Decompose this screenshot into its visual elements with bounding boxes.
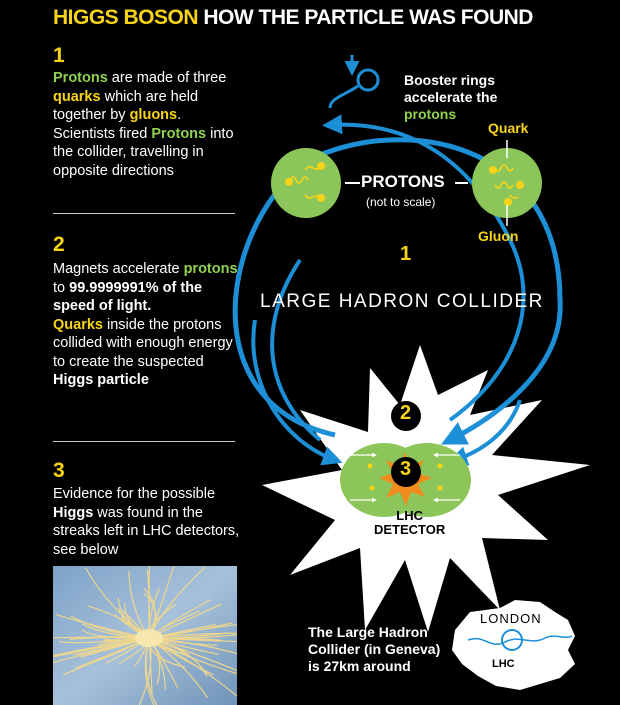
title-rest: HOW THE PARTICLE WAS FOUND — [203, 6, 533, 29]
not-to-scale-label: (not to scale) — [366, 195, 436, 209]
step-2-text: Magnets accelerate protons to 99.9999991% of the speed of light. Quarks inside the protons collided with enough energy to create the suspected Higgs particle — [53, 261, 238, 388]
caption: The Large Hadron Collider (in Geneva) is 27km around — [308, 624, 441, 674]
proton-left — [271, 148, 341, 218]
map-city-label: LONDON — [480, 611, 542, 626]
quark-label: Quark — [488, 120, 529, 136]
map-lhc-label: LHC — [492, 658, 515, 670]
protons-label: PROTONS — [361, 172, 445, 191]
marker-2: 2 — [400, 402, 412, 424]
booster-ring — [358, 70, 378, 90]
marker-1: 1 — [400, 243, 412, 265]
step-1-text: Protons are made of three quarks which are held together by gluons. Scientists fired Protons into the collider, travelling in opposite directions — [53, 70, 234, 179]
booster-label: Booster rings accelerate the protons — [404, 72, 498, 122]
step-3-number: 3 — [53, 459, 65, 482]
detector-label: LHC DETECTOR — [374, 508, 446, 537]
step-1-number: 1 — [53, 44, 65, 67]
gluon-label: Gluon — [478, 228, 519, 244]
collider-label: LARGE HADRON COLLIDER — [260, 291, 544, 312]
marker-3: 3 — [400, 458, 412, 480]
step-2-number: 2 — [53, 233, 65, 256]
title-highlight: HIGGS BOSON — [53, 6, 199, 29]
step-3-text: Evidence for the possible Higgs was found in the streaks left in LHC detectors, see below — [53, 486, 240, 558]
